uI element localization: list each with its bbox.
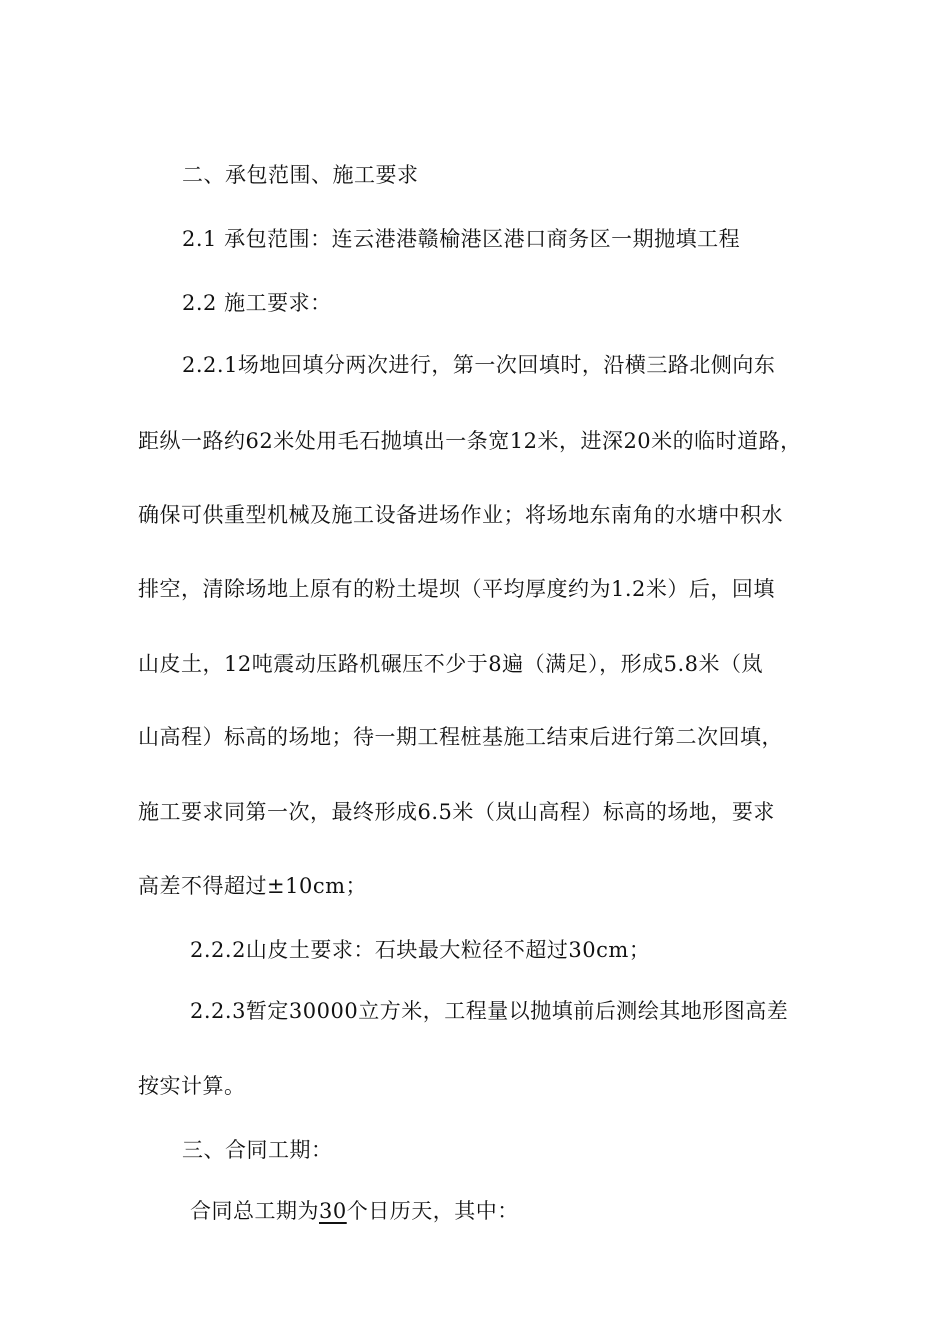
contract-period-suffix: 个日历天，其中： (346, 1199, 519, 1223)
contract-period-prefix: 合同总工期为 (190, 1199, 319, 1223)
paragraph-2-2-1-line: 施工要求同第一次，最终形成6.5米（岚山高程）标高的场地，要求 (138, 800, 775, 824)
section-heading-2: 二、承包范围、施工要求 (182, 163, 419, 187)
paragraph-2-2: 2.2 施工要求： (182, 291, 332, 315)
paragraph-2-2-1-line: 排空，清除场地上原有的粉土堤坝（平均厚度约为1.2米）后，回填 (138, 577, 775, 601)
paragraph-2-2-2: 2.2.2山皮土要求：石块最大粒径不超过30cm； (190, 938, 651, 962)
paragraph-2-2-1-line: 2.2.1场地回填分两次进行，第一次回填时，沿横三路北侧向东 (182, 353, 776, 377)
paragraph-2-1: 2.1 承包范围：连云港港赣榆港区港口商务区一期抛填工程 (182, 227, 741, 251)
section-heading-3: 三、合同工期： (182, 1138, 333, 1162)
contract-period-days: 30 (319, 1199, 347, 1223)
paragraph-2-2-3-line: 按实计算。 (138, 1074, 246, 1098)
paragraph-2-2-1-line: 高差不得超过±10cm； (138, 874, 367, 898)
paragraph-2-2-3-line: 2.2.3暂定30000立方米，工程量以抛填前后测绘其地形图高差 (190, 999, 789, 1023)
paragraph-2-2-1-line: 距纵一路约62米处用毛石抛填出一条宽12米，进深20米的临时道路， (138, 429, 802, 453)
paragraph-2-2-1-line: 山高程）标高的场地；待一期工程桩基施工结束后进行第二次回填， (138, 725, 783, 749)
paragraph-2-2-1-line: 确保可供重型机械及施工设备进场作业；将场地东南角的水塘中积水 (138, 503, 783, 527)
paragraph-3 (190, 1198, 519, 1224)
paragraph-2-2-1-line: 山皮土，12吨震动压路机碾压不少于8遍（满足），形成5.8米（岚 (138, 652, 763, 676)
